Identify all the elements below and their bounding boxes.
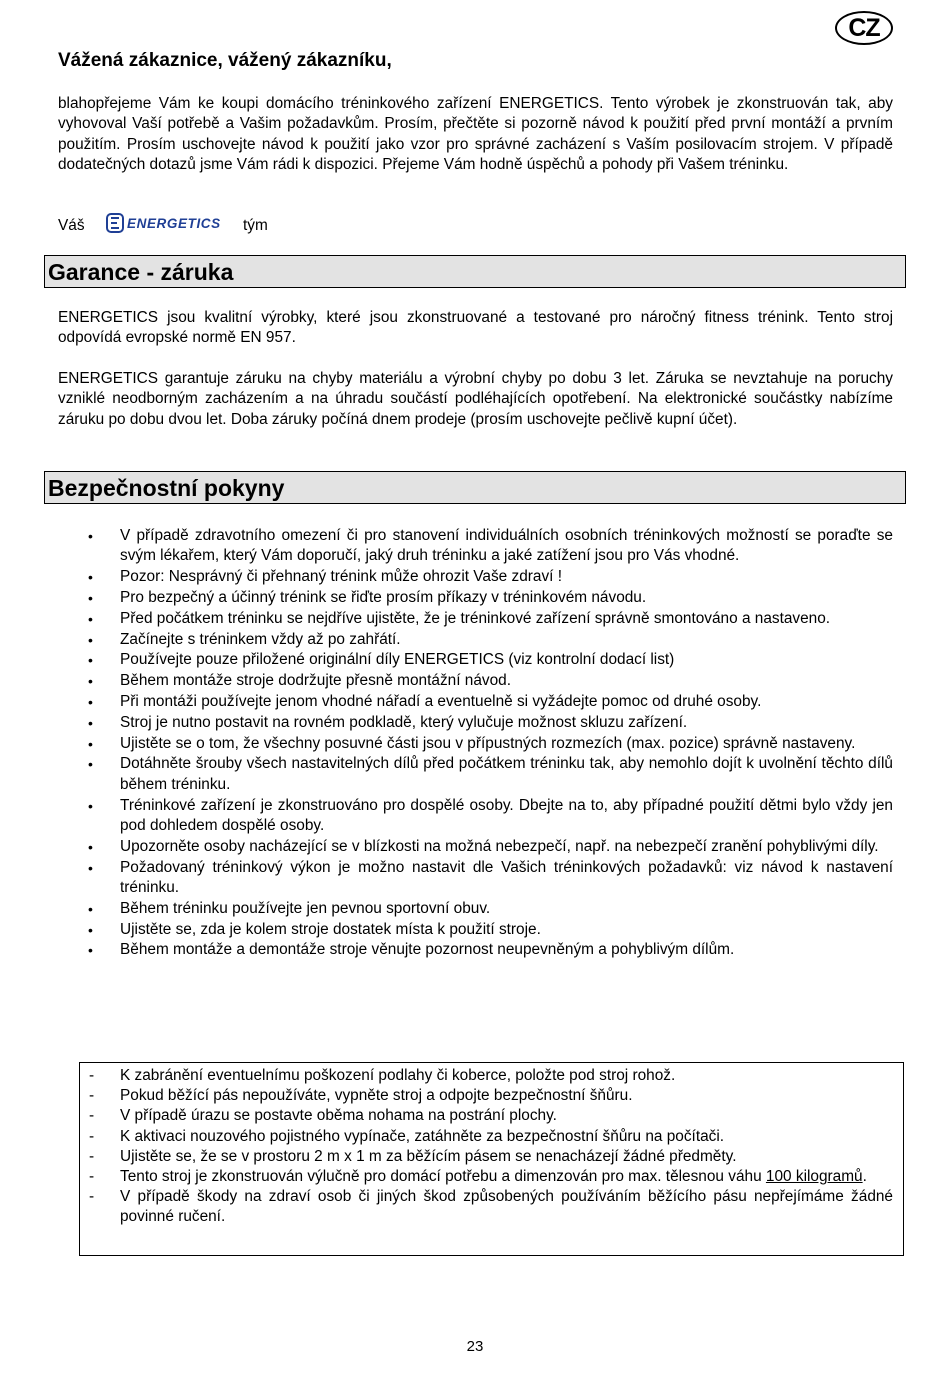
bullet-icon: • xyxy=(88,631,93,648)
warranty-paragraph-quality: ENERGETICS jsou kvalitní výrobky, které jsou zkonstruované a testované pro náročný fitness trénink. Tento stroj odpovídá evropské normě EN 957. xyxy=(58,309,893,347)
bullet-icon: • xyxy=(88,652,93,669)
note-item: - K zabránění eventuelnímu poškození podlahy či koberce, položte pod stroj rohož. xyxy=(80,1066,893,1086)
note-item-max-weight: - Tento stroj je zkonstruován výlučně pro domácí potřebu a dimenzován pro max. tělesnou váhu 100 kilogramů. xyxy=(80,1167,893,1187)
note-item: - V případě škody na zdraví osob či jiných škod způsobených používáním běžícího pásu nepřejímáme žádné povinné ručení. xyxy=(89,1188,893,1226)
bullet-icon: • xyxy=(88,673,93,690)
bullet-icon: • xyxy=(88,921,93,938)
safety-item: • Používejte pouze přiložené originální díly ENERGETICS (viz kontrolní dodací list) xyxy=(0,650,893,670)
bullet-icon: • xyxy=(88,838,93,855)
safety-item: • Tréninkové zařízení je zkonstruováno pro dospělé osoby. Dbejte na to, aby případné použití dětmi bylo vždy jen pod dohledem dospělé osoby. xyxy=(88,796,893,834)
dash-icon: - xyxy=(89,1087,95,1105)
note-item: - Pokud běžící pás nepoužíváte, vypněte stroj a odpojte bezpečnostní šňůru. xyxy=(80,1086,893,1106)
bullet-icon: • xyxy=(88,797,93,814)
safety-item: • Během montáže stroje dodržujte přesně montážní návod. xyxy=(0,671,893,691)
safety-item: • V případě zdravotního omezení či pro stanovení individuálních osobních tréninkových možností se poraďte se svým lékařem, který Vám doporučí, jaký druh tréninku a jaké zatížení jsou pro Vás vhodné. xyxy=(88,527,893,565)
signature-prefix: Váš xyxy=(58,217,85,234)
dash-icon: - xyxy=(89,1147,95,1165)
language-badge: CZ xyxy=(835,11,893,45)
safety-item: • Během tréninku používejte jen pevnou sportovní obuv. xyxy=(0,899,893,919)
safety-item: • Dotáhněte šrouby všech nastavitelných dílů před počátkem tréninku tak, aby nemohlo dojít k uvolnění těchto dílů během tréninku. xyxy=(88,755,893,793)
bullet-icon: • xyxy=(88,590,93,606)
dash-icon: - xyxy=(89,1107,95,1125)
safety-item: • Při montáži používejte jenom vhodné nářadí a eventuelně si vyžádejte pomoc od druhé osoby. xyxy=(0,692,893,712)
greeting-heading: Vážená zákaznice, vážený zákazníku, xyxy=(58,50,392,71)
bullet-icon: • xyxy=(88,693,93,710)
bullet-icon: • xyxy=(88,528,93,544)
bullet-icon: • xyxy=(88,859,93,876)
warranty-heading: Garance - záruka xyxy=(48,259,234,285)
safety-section-header xyxy=(44,471,906,504)
safety-list xyxy=(0,526,893,961)
bullet-icon: • xyxy=(88,756,93,773)
intro-paragraph: blahopřejeme Vám ke koupi domácího tréninkového zařízení ENERGETICS. Tento výrobek je zkonstruován tak, aby vyhovoval Vaší potřebě a Vašim požadavkům. Prosím, přečtěte si pozorně návod k použití před první montáží a prvním použitím. Prosím uschovejte návod k použití jako vzor pro správné zacházení s Vaším posilovacím strojem. V případě dodatečných dotazů jsme Vám rádi k dispozici. Přejeme Vám hodně úspěchů a pohody při Vašem tréninku. xyxy=(58,95,893,174)
bullet-icon: • xyxy=(88,735,93,752)
dash-icon: - xyxy=(89,1127,95,1145)
safety-heading: Bezpečnostní pokyny xyxy=(48,475,285,501)
signature-suffix: tým xyxy=(243,217,268,234)
bullet-icon: • xyxy=(88,610,93,627)
safety-item: • Začínejte s tréninkem vždy až po zahřátí. xyxy=(0,630,893,650)
treadmill-notes-box xyxy=(79,1062,904,1256)
note-item: - K aktivaci nouzového pojistného vypínače, zatáhněte za bezpečnostní šňůru na počítači. xyxy=(80,1127,893,1147)
dash-icon: - xyxy=(89,1168,95,1186)
safety-item: • Stroj je nutno postavit na rovném podkladě, který vylučuje možnost skluzu zařízení. xyxy=(0,713,893,733)
max-weight-value: 100 kilogramů xyxy=(765,1168,863,1186)
bullet-icon: • xyxy=(88,900,93,917)
safety-item: • Během montáže a demontáže stroje věnujte pozornost neupevněným a pohyblivým dílům. xyxy=(0,940,893,960)
warranty-section-header xyxy=(44,255,906,288)
page-number: 23 xyxy=(466,1338,484,1355)
energetics-logo xyxy=(106,212,238,234)
safety-item: • Upozorněte osoby nacházející se v blízkosti na možná nebezpečí, např. na nebezpečí zranění pohyblivými díly. xyxy=(0,837,893,857)
safety-item: • Požadovaný tréninkový výkon je možno nastavit dle Vašich tréninkových požadavků: viz návod k nastavení tréninku. xyxy=(88,858,893,896)
safety-item: • Pro bezpečný a účinný trénink se řiďte prosím příkazy v tréninkovém návodu. xyxy=(0,588,893,608)
logo-text: ENERGETICS xyxy=(127,216,221,231)
bullet-icon: • xyxy=(88,569,93,586)
safety-item: • Ujistěte se o tom, že všechny posuvné části jsou v přípustných rozmezích (max. pozice) správně nastaveny. xyxy=(0,734,893,754)
dash-icon: - xyxy=(89,1067,95,1084)
bullet-icon: • xyxy=(88,942,93,959)
safety-item: • Pozor: Nesprávný či přehnaný trénink může ohrozit Vaše zdraví ! xyxy=(0,567,893,587)
notes-list xyxy=(80,1063,903,1228)
note-item: - Ujistěte se, že se v prostoru 2 m x 1 m za běžícím pásem se nenacházejí žádné předměty. xyxy=(80,1147,893,1167)
signature-line xyxy=(58,210,458,240)
warranty-paragraph-terms: ENERGETICS garantuje záruku na chyby materiálu a výrobní chyby po dobu 3 let. Záruka se nevztahuje na poruchy vzniklé neodborným zacházením a na úhradu součástí podléhajících opotřebení. Na elektronické součástky nabízíme záruku po dobu dvou let. Doba záruky počíná dnem prodeje (prosím uschovejte pečlivě kupní účet). xyxy=(58,370,893,428)
dash-icon: - xyxy=(89,1188,95,1206)
note-item: - V případě úrazu se postavte oběma nohama na postrání plochy. xyxy=(80,1106,893,1126)
safety-item: • Před počátkem tréninku se nejdříve ujistěte, že je tréninkové zařízení správně smontováno a nastaveno. xyxy=(0,609,893,629)
safety-item: • Ujistěte se, zda je kolem stroje dostatek místa k použití stroje. xyxy=(0,920,893,940)
bullet-icon: • xyxy=(88,714,93,731)
